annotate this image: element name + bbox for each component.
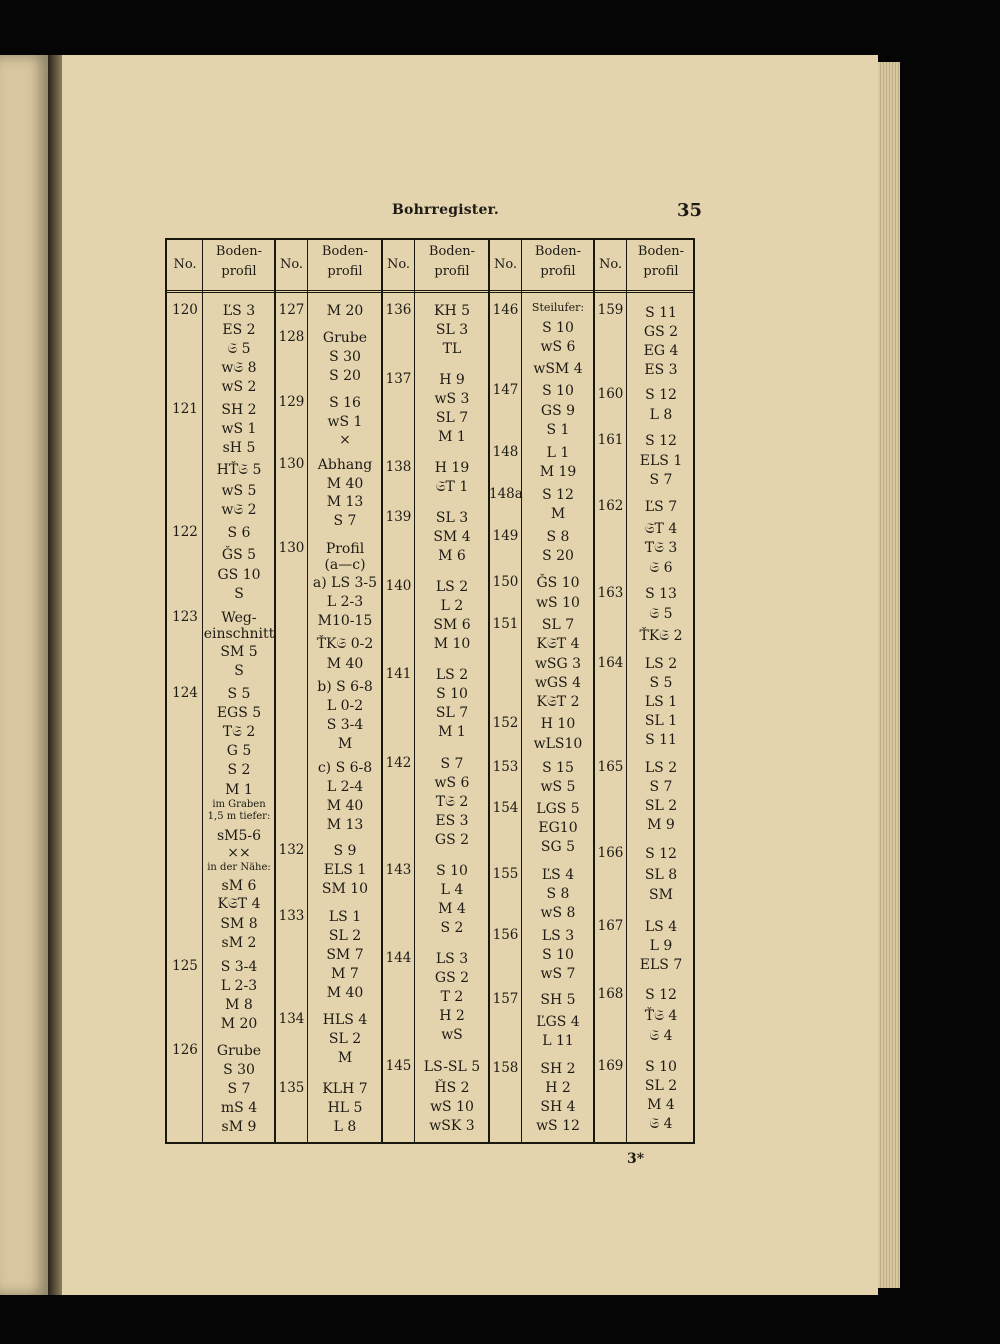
bodenprofil-entry: SL 2 (644, 798, 678, 814)
bodenprofil-entry: S 30 (223, 1062, 255, 1078)
bodenprofil-entry: wSG 3 (534, 656, 582, 672)
bodenprofil-entry: ȞS 2 (434, 1080, 470, 1096)
bodenprofil-entry: K𝔖T 4 (217, 896, 261, 912)
bodenprofil-entry: EG 4 (643, 343, 679, 359)
header-bodenprofil-line: profil (643, 264, 679, 279)
bohrung-number: 130 (278, 456, 305, 472)
bohrung-number: 143 (385, 862, 412, 878)
bohrung-number: 154 (492, 800, 519, 816)
bodenprofil-entry: M 1 (438, 429, 466, 445)
bodenprofil-entry: SL 1 (644, 713, 678, 729)
bodenprofil-entry: Profil (325, 541, 365, 557)
book-gutter (48, 55, 62, 1295)
bodenprofil-entry: M 9 (647, 817, 675, 833)
bodenprofil-entry: SM 4 (433, 529, 471, 545)
bodenprofil-entry: × (339, 432, 351, 448)
header-no: No. (279, 257, 304, 272)
bodenprofil-entry: H 2 (439, 1008, 465, 1024)
bodenprofil-entry: wS 10 (430, 1099, 474, 1115)
bohrung-number: 130 (278, 540, 305, 556)
bodenprofil-entry: G 5 (226, 743, 252, 759)
bodenprofil-entry: wSM 4 (533, 361, 583, 377)
bodenprofil-entry: S 10 (542, 947, 574, 963)
bodenprofil-entry: wS 3 (434, 391, 470, 407)
bohrung-number: 166 (597, 845, 624, 861)
bodenprofil-entry: L 2-4 (326, 779, 364, 795)
bodenprofil-entry: ĽS 7 (644, 499, 678, 515)
bohrung-number: 128 (278, 329, 305, 345)
header-rule (167, 290, 693, 293)
bodenprofil-entry: sM 2 (221, 935, 257, 951)
bodenprofil-entry: M 20 (220, 1016, 258, 1032)
bohrung-number: 127 (278, 302, 305, 318)
bodenprofil-entry: GS 2 (434, 832, 470, 848)
header-no: No. (386, 257, 411, 272)
bodenprofil-entry: 𝔖T 4 (644, 521, 678, 537)
bodenprofil-entry: L 2 (440, 598, 464, 614)
bodenprofil-entry: S 9 (333, 843, 357, 859)
bodenprofil-entry: M 4 (438, 901, 466, 917)
bodenprofil-entry: M 40 (326, 985, 364, 1001)
bodenprofil-entry: SM 7 (326, 947, 364, 963)
bohrung-number: 144 (385, 950, 412, 966)
bodenprofil-entry: b) S 6-8 (317, 679, 373, 695)
header-no: No. (173, 257, 197, 272)
bodenprofil-entry: S 7 (440, 756, 464, 772)
bodenprofil-entry: Grube (216, 1043, 262, 1059)
header-bodenprofil-line: profil (221, 264, 257, 279)
bodenprofil-entry: sM 6 (221, 878, 257, 894)
bodenprofil-entry: wS 1 (221, 421, 257, 437)
bodenprofil-entry: SH 4 (540, 1099, 576, 1115)
bodenprofil-entry: T 2 (440, 989, 464, 1005)
bodenprofil-entry: S 3-4 (326, 717, 364, 733)
bodenprofil-entry: T𝔖 3 (644, 540, 678, 556)
bodenprofil-entry: SM 6 (433, 617, 471, 633)
bohrung-number: 120 (172, 302, 198, 318)
header-bodenprofil-line: Boden- (215, 244, 263, 259)
bohrung-number: 169 (597, 1058, 624, 1074)
bohrung-number: 165 (597, 759, 624, 775)
bodenprofil-entry: L 8 (333, 1119, 357, 1135)
bodenprofil-entry: S 20 (329, 368, 361, 384)
bohrung-number: 157 (492, 991, 519, 1007)
bodenprofil-entry: a) LS 3-5 (312, 575, 378, 591)
bodenprofil-entry: M (550, 506, 566, 522)
bodenprofil-entry: L 11 (542, 1033, 574, 1049)
bodenprofil-entry: ×× (227, 845, 251, 861)
bohrung-number: 168 (597, 986, 624, 1002)
bodenprofil-entry: H 10 (540, 716, 576, 732)
bodenprofil-entry: S 10 (542, 383, 574, 399)
header-bodenprofil-line: profil (327, 264, 363, 279)
bodenprofil-entry: L 1 (546, 445, 570, 461)
bodenprofil-entry: S 7 (227, 1081, 251, 1097)
bodenprofil-entry: GS 9 (540, 403, 576, 419)
bohrung-number: 122 (172, 524, 198, 540)
bodenprofil-entry: K𝔖T 2 (536, 694, 580, 710)
bodenprofil-entry: wS 5 (540, 779, 576, 795)
bodenprofil-entry: LS 1 (644, 694, 678, 710)
bodenprofil-entry: ŤK𝔖 2 (639, 628, 683, 644)
bodenprofil-entry: SH 2 (540, 1061, 576, 1077)
bohrung-number: 123 (172, 609, 198, 625)
bohrung-number: 156 (492, 927, 519, 943)
bodenprofil-entry: S 10 (436, 686, 468, 702)
bodenprofil-entry: H 2 (545, 1080, 571, 1096)
bodenprofil-entry: ĽS 3 (222, 303, 256, 319)
bodenprofil-entry: wS 6 (540, 339, 576, 355)
bodenprofil-entry: SL 2 (644, 1078, 678, 1094)
bodenprofil-entry: S 5 (227, 686, 251, 702)
bodenprofil-entry: Steilufer: (531, 301, 585, 314)
header-bodenprofil (203, 242, 275, 282)
bodenprofil-entry: SM (649, 887, 673, 903)
bohrung-number: 145 (385, 1058, 412, 1074)
bodenprofil-entry: S 8 (546, 886, 570, 902)
bohrung-number: 161 (597, 432, 624, 448)
bodenprofil-entry: c) S 6-8 (317, 760, 373, 776)
bodenprofil-entry: M 1 (225, 782, 253, 798)
bodenprofil-entry: S 12 (645, 846, 677, 862)
bohrung-number: 149 (492, 528, 519, 544)
bohrung-number: 167 (597, 918, 624, 934)
bohrung-number: 140 (385, 578, 412, 594)
bodenprofil-entry: K𝔖T 4 (536, 636, 580, 652)
bodenprofil-entry: T𝔖 2 (435, 794, 469, 810)
bohrung-number: 138 (385, 459, 412, 475)
bohrung-number: 126 (172, 1042, 198, 1058)
bodenprofil-entry: wS 6 (434, 775, 470, 791)
bodenprofil-entry: Grube (322, 330, 368, 346)
bodenprofil-entry: KH 5 (433, 303, 471, 319)
bodenprofil-entry: S 7 (649, 472, 673, 488)
bodenprofil-entry: 𝔖T 1 (435, 479, 469, 495)
bohrung-number: 148a (489, 486, 523, 502)
bohrung-number: 135 (278, 1080, 305, 1096)
bodenprofil-entry: KLH 7 (322, 1081, 368, 1097)
bodenprofil-entry: sM5-6 (216, 828, 262, 844)
bohrung-number: 132 (278, 842, 305, 858)
bodenprofil-entry: HŤ𝔖 5 (216, 462, 262, 478)
bodenprofil-entry: M 4 (647, 1097, 675, 1113)
bodenprofil-entry: M 40 (326, 798, 364, 814)
bodenprofil-entry: M 6 (438, 548, 466, 564)
bodenprofil-entry: wLS10 (533, 736, 583, 752)
bodenprofil-entry: L 2-3 (220, 978, 258, 994)
bohrung-number: 162 (597, 498, 624, 514)
bodenprofil-entry: H 19 (434, 460, 470, 476)
bodenprofil-entry: LS 3 (541, 928, 575, 944)
bodenprofil-entry: S 10 (436, 863, 468, 879)
bohrung-number: 142 (385, 755, 412, 771)
bodenprofil-entry: SL 3 (435, 322, 469, 338)
bodenprofil-entry: M 19 (539, 464, 577, 480)
bodenprofil-entry: M 40 (326, 476, 364, 492)
bodenprofil-entry: S 2 (227, 762, 251, 778)
bodenprofil-entry: S 6 (227, 525, 251, 541)
bodenprofil-entry: S 1 (546, 422, 570, 438)
bodenprofil-entry: mS 4 (220, 1100, 258, 1116)
bodenprofil-entry: ES 2 (222, 322, 256, 338)
bodenprofil-entry: SL 8 (644, 867, 678, 883)
bodenprofil-entry: Abhang (317, 457, 373, 473)
bodenprofil-entry: M 7 (331, 966, 359, 982)
bohrung-number: 133 (278, 908, 305, 924)
bodenprofil-entry: M (337, 1050, 353, 1066)
bodenprofil-entry: 𝔖 5 (227, 341, 251, 357)
bodenprofil-entry: ELS 1 (639, 453, 683, 469)
bodenprofil-entry: M 8 (225, 997, 253, 1013)
header-bodenprofil-line: Boden- (534, 244, 582, 259)
header-bodenprofil-line: profil (434, 264, 470, 279)
left-page-edge (0, 55, 48, 1295)
bodenprofil-entry: LS 2 (644, 656, 678, 672)
bohrung-number: 147 (492, 382, 519, 398)
bodenprofil-entry: w𝔖 8 (221, 360, 257, 376)
bodenprofil-entry: wS 8 (540, 905, 576, 921)
header-bodenprofil-line: Boden- (428, 244, 476, 259)
bodenprofil-entry: S 12 (645, 387, 677, 403)
header-bodenprofil-line: Boden- (321, 244, 369, 259)
bodenprofil-entry: ELS 1 (323, 862, 367, 878)
bohrung-number: 153 (492, 759, 519, 775)
header-bodenprofil (522, 242, 594, 282)
bodenprofil-entry: im Graben (212, 799, 266, 810)
bohrung-number: 134 (278, 1011, 305, 1027)
bohrung-number: 139 (385, 509, 412, 525)
bodenprofil-entry: wS 1 (327, 414, 363, 430)
bodenprofil-entry: S 3-4 (220, 959, 258, 975)
bodenprofil-entry: S 16 (329, 395, 361, 411)
bodenprofil-entry: SL 7 (435, 705, 469, 721)
header-no: No. (493, 257, 518, 272)
bodenprofil-entry: TL (442, 341, 462, 357)
bodenprofil-entry: S (234, 663, 244, 679)
bohrung-number: 124 (172, 685, 198, 701)
bohrung-number: 121 (172, 401, 198, 417)
bodenprofil-entry: S 13 (645, 586, 677, 602)
bodenprofil-entry: 1,5 m tiefer: (207, 811, 271, 822)
bodenprofil-entry: einschnitt (203, 626, 275, 642)
bodenprofil-entry: SL 7 (435, 410, 469, 426)
printer-signature: 3* (627, 1151, 645, 1167)
bodenprofil-entry: (a—c) (324, 557, 366, 573)
bodenprofil-entry: 𝔖 4 (649, 1116, 673, 1132)
bodenprofil-entry: wS 12 (536, 1118, 580, 1134)
bodenprofil-entry: GS 2 (643, 324, 679, 340)
bohrung-number: 141 (385, 666, 412, 682)
bohrung-number: 163 (597, 585, 624, 601)
bodenprofil-entry: EG10 (538, 820, 578, 836)
bodenprofil-entry: SG 5 (540, 839, 576, 855)
bodenprofil-entry: L 8 (649, 407, 673, 423)
bohrung-number: 158 (492, 1060, 519, 1076)
bodenprofil-entry: SM 5 (220, 644, 258, 660)
bodenprofil-entry: M 13 (326, 494, 364, 510)
bodenprofil-entry: LS 2 (435, 579, 469, 595)
bohrung-number: 137 (385, 371, 412, 387)
bodenprofil-entry: wS 2 (221, 379, 257, 395)
bodenprofil-entry: L 2-3 (326, 594, 364, 610)
bohrung-number: 148 (492, 444, 519, 460)
bodenprofil-entry: GS 2 (434, 970, 470, 986)
bodenprofil-entry: sM 9 (221, 1119, 257, 1135)
bodenprofil-entry: L 9 (649, 938, 673, 954)
bodenprofil-entry: ĽS 4 (541, 867, 575, 883)
bodenprofil-entry: S 20 (542, 548, 574, 564)
bodenprofil-entry: Ť𝔖 4 (644, 1008, 678, 1024)
bodenprofil-entry: wS 7 (540, 966, 576, 982)
bodenprofil-entry: SM 10 (321, 881, 369, 897)
bohrung-number: 151 (492, 616, 519, 632)
bodenprofil-entry: ĽGS 4 (536, 1014, 580, 1030)
bodenprofil-entry: 𝔖 5 (649, 606, 673, 622)
bodenprofil-entry: M (337, 736, 353, 752)
bohrung-number: 129 (278, 394, 305, 410)
bodenprofil-entry: ǦS 5 (221, 547, 257, 563)
bodenprofil-entry: LS 1 (328, 909, 362, 925)
bodenprofil-entry: M 10 (433, 636, 471, 652)
bodenprofil-entry: wSK 3 (429, 1118, 475, 1134)
header-bodenprofil-line: profil (540, 264, 576, 279)
bodenprofil-entry: S 12 (645, 433, 677, 449)
bodenprofil-entry: S 2 (440, 920, 464, 936)
bodenprofil-entry: ELS 7 (639, 957, 683, 973)
bodenprofil-entry: S 5 (649, 675, 673, 691)
bodenprofil-entry: M 20 (326, 303, 364, 319)
bodenprofil-entry: 𝔖 4 (649, 1028, 673, 1044)
bodenprofil-entry: H 9 (439, 372, 465, 388)
bodenprofil-entry: L 4 (440, 882, 464, 898)
bodenprofil-entry: LGS 5 (536, 801, 580, 817)
page-number: 35 (677, 200, 703, 221)
bodenprofil-entry: w𝔖 2 (221, 502, 257, 518)
bodenprofil-entry: ES 3 (644, 362, 678, 378)
header-bodenprofil-line: Boden- (637, 244, 685, 259)
page-stack-edge (878, 62, 900, 1288)
bohrung-number: 159 (597, 302, 624, 318)
bodenprofil-entry: S 12 (542, 487, 574, 503)
bodenprofil-entry: M 40 (326, 656, 364, 672)
bodenprofil-entry: S 10 (645, 1059, 677, 1075)
bodenprofil-entry: SH 2 (221, 402, 257, 418)
bodenprofil-entry: M 1 (438, 724, 466, 740)
header-bodenprofil (308, 242, 382, 282)
bodenprofil-entry: wGS 4 (534, 675, 582, 691)
bohrung-number: 160 (597, 386, 624, 402)
bohrung-number: 152 (492, 715, 519, 731)
bodenprofil-entry: 𝔖 6 (649, 560, 673, 576)
bodenprofil-entry: LS 3 (435, 951, 469, 967)
bodenprofil-entry: S 12 (645, 987, 677, 1003)
bohrung-number: 125 (172, 958, 198, 974)
bodenprofil-entry: HL 5 (327, 1100, 363, 1116)
bohrregister-table (165, 238, 695, 1144)
bodenprofil-entry: LS 2 (644, 760, 678, 776)
bodenprofil-entry: S 30 (329, 349, 361, 365)
bohrung-number: 136 (385, 302, 412, 318)
bodenprofil-entry: HLS 4 (322, 1012, 368, 1028)
running-head: Bohrregister. (392, 202, 499, 218)
bodenprofil-entry: ŤK𝔖 0-2 (316, 636, 374, 652)
bohrung-number: 150 (492, 574, 519, 590)
bodenprofil-entry: S 8 (546, 529, 570, 545)
bohrung-number: 164 (597, 655, 624, 671)
bodenprofil-entry: M10-15 (317, 613, 373, 629)
bodenprofil-entry: SM 8 (220, 916, 258, 932)
bodenprofil-entry: EGS 5 (216, 705, 262, 721)
bodenprofil-entry: sH 5 (222, 440, 256, 456)
header-no: No. (598, 257, 623, 272)
bodenprofil-entry: SL 7 (541, 617, 575, 633)
bodenprofil-entry: M 13 (326, 817, 364, 833)
bodenprofil-entry: LS-SL 5 (423, 1059, 481, 1075)
bodenprofil-entry: wS 5 (221, 483, 257, 499)
header-bodenprofil (415, 242, 489, 282)
bodenprofil-entry: S 7 (333, 513, 357, 529)
bodenprofil-entry: S 11 (645, 305, 677, 321)
bodenprofil-entry: LS 4 (644, 919, 678, 935)
bodenprofil-entry: S (234, 586, 244, 602)
header-bodenprofil (627, 242, 695, 282)
bodenprofil-entry: ES 3 (435, 813, 469, 829)
bodenprofil-entry: wS (441, 1027, 463, 1043)
bodenprofil-entry: GS 10 (217, 567, 261, 583)
bohrung-number: 155 (492, 866, 519, 882)
bodenprofil-entry: wS 10 (536, 595, 580, 611)
bohrung-number: 146 (492, 302, 519, 318)
bodenprofil-entry: S 7 (649, 779, 673, 795)
bodenprofil-entry: L 0-2 (326, 698, 364, 714)
bodenprofil-entry: SL 2 (328, 1031, 362, 1047)
bodenprofil-entry: SH 5 (540, 992, 576, 1008)
bodenprofil-entry: SL 2 (328, 928, 362, 944)
bodenprofil-entry: SL 3 (435, 510, 469, 526)
bodenprofil-entry: S 10 (542, 320, 574, 336)
bodenprofil-entry: T𝔖 2 (222, 724, 256, 740)
bodenprofil-entry: LS 2 (435, 667, 469, 683)
bodenprofil-entry: ǦS 10 (536, 575, 580, 591)
bodenprofil-entry: in der Nähe: (207, 862, 271, 873)
bodenprofil-entry: S 11 (645, 732, 677, 748)
bodenprofil-entry: Weg- (221, 610, 257, 626)
bodenprofil-entry: S 15 (542, 760, 574, 776)
